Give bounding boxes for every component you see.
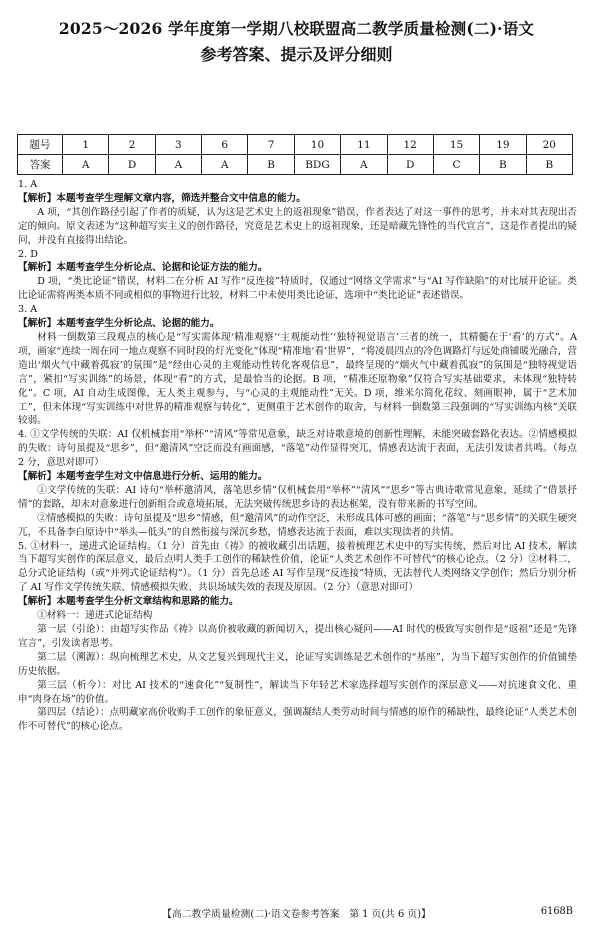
answer-cell: D <box>387 155 433 175</box>
explanation-paragraph: D 项，“类比论证”错误，材料二在分析 AI 写作“反连接”特质时，仅通过“网络文学需求”与“AI 写作缺陷”的对比展开论证。类比论证需将两类本质不同或相似的事物进行比较，材料二中未使用类比论证，选项中“类比论证”表述错误。 <box>18 276 577 302</box>
analysis-heading: 【解析】本题考查学生对文中信息进行分析、运用的能力。 <box>18 471 268 483</box>
explanation-paragraph: A 项，“其创作路径引起了作者的质疑，认为这是艺术史上的返祖现象”错误，作者表达了对这一事件的思考，并未对其表现出否定的倾向。原文表述为“这种超写实主义的创作路径，究竟是艺术史上的返祖现象，还是暗藏先锋性的当代宣言”，这是作者提出的疑问，并没有直接得出结论。 <box>18 206 577 246</box>
question-number-cell: 15 <box>433 135 479 155</box>
question-number-cell: 11 <box>341 135 387 155</box>
answer-cell: D <box>109 155 155 175</box>
answer-cell: BDG <box>294 155 340 175</box>
question-number-cell: 2 <box>109 135 155 155</box>
answer-paragraph: 1. A <box>18 179 38 190</box>
answer-cell: B <box>480 155 526 175</box>
answer-cell: A <box>202 155 248 175</box>
footer-page-info: 【高二教学质量检测(二)·语文卷参考答案 第 1 页(共 6 页)】 <box>162 909 431 920</box>
explanation-paragraph: 第二层（溯源）：纵向梳理艺术史，从文艺复兴到现代主义，论证写实训练是艺术创作的“基座”，为当下超写实创作的价值铺垫历史依据。 <box>18 651 577 677</box>
explanation-paragraph: 第一层（引论）：由超写实作品《祷》以高价被收藏的新闻切入，提出核心疑问——AI 时代的极致写实创作是“返祖”还是“先锋宣言”，引发读者思考。 <box>18 624 577 649</box>
question-number-cell: 12 <box>387 135 433 155</box>
question-number-cell: 10 <box>294 135 340 155</box>
answer-paragraph: 3. A <box>18 304 38 316</box>
analysis-heading: 【解析】本题考查学生分析论点、论据和论证方法的能力。 <box>18 262 268 274</box>
explanation-paragraph: 材料一倒数第三段观点的核心是“写实需体现‘精准观察’‘主观能动性’‘独特视觉语言’三者的统一，其精髓在于‘看’的方式”。A 项，画家“连续一周在同一地点观察不同时段的灯光变化”体现“精准地‘看’世界”，“将凌晨四点的冷色调路灯与远处商铺暖光融合，营造出‘烟火气中藏着孤寂’的氛围”是“经由心灵的主观能动性转化客观信息”，最终呈现的“烟火气中藏着孤寂”的氛围是“独特视觉语言”，紧扣“写实训练”的场景，体现“看”的方式，是最恰当的论据。B 项，“精准还原物象”仅符合写实基础要求，未体现“独特转化”。C 项，AI 自动生成图像，无人类主观参与，与“心灵的主观能动性”无关。D 项，维米尔简化花纹、刻画眼神，属于“艺术加工”，但未体现“写实训练中对世界的精准观察与转化”，更侧重于艺术创作的取舍，与材料一倒数第三段强调的“写实训练内核”关联较弱。 <box>18 331 577 427</box>
question-number-cell: 1 <box>63 135 109 155</box>
question-number-row <box>18 135 573 155</box>
explanation-paragraph: 第三层（析今）：对比 AI 技术的“速食化”“复制性”，解读当下年轻艺术家选择超写实创作的深层意义——对抗速食文化、重申“肉身在场”的价值。 <box>18 679 577 705</box>
question-number-cell: 19 <box>480 135 526 155</box>
answer-cell: A <box>63 155 109 175</box>
explanation-paragraph: ②情感模拟的失败：诗句虽提及“思乡”情感，但“邀清风”的动作空泛，未形成具体可感的画面；“落笔”与“思乡情”的关联生硬突兀，不具备李白原诗中“举头—低头”的自然衔接与深沉乡愁，情感表达流于表面，难以实现读者的共情。 <box>18 512 577 538</box>
explanation-paragraph: ①文学传统的失联：AI 诗句“举杯邀清风，落笔思乡情”仅机械套用“举杯”“清风”“思乡”等古典诗歌常见意象，延续了“借景抒情”的套路，却未对意象进行创新组合或意境拓展，无法突破传统思乡诗的表达框架，没有带来新的书写空间。 <box>18 484 577 510</box>
answer-row <box>18 155 573 175</box>
answer-paragraph: 4. ①文学传统的失联：AI 仅机械套用“举杯”“清风”等常见意象，缺乏对诗歌意境的创新性理解，未能突破套路化表达。②情感模拟的失败：诗句虽提及“思乡”，但“邀清风”空泛而没有画面感，“落笔”动作显得突兀，情感表达流于表面，无法引发读者共鸣。（每点 2 分，意思对即可） <box>18 429 577 469</box>
analysis-heading: 【解析】本题考查学生分析文章结构和思路的能力。 <box>18 596 239 608</box>
document-subtitle: 参考答案、提示及评分细则 <box>200 45 393 64</box>
row-label-answer: 答案 <box>18 155 63 175</box>
answer-cell: B <box>248 155 294 175</box>
footer-paper-code: 6168B <box>540 906 573 917</box>
analysis-heading: 【解析】本题考查学生理解文章内容，筛选并整合文中信息的能力。 <box>18 192 306 204</box>
question-number-cell: 6 <box>202 135 248 155</box>
answer-paragraph: 2. D <box>18 248 38 260</box>
explanation-paragraph: ①材料一：递进式论证结构 <box>37 610 153 622</box>
answer-cell: B <box>526 155 572 175</box>
answer-cell: C <box>433 155 479 175</box>
answer-paragraph: 5. ①材料一，递进式论证结构。（1 分）首先由《祷》的被收藏引出话题，接着梳理艺术史中的写实传统，然后对比 AI 技术，解读当下超写实创作的深层意义，最后点明人类手工创作的稀缺性价值，论证“人类艺术创作不可替代”的核心论点。（2 分）②材料二，总分式论证结构（或“并列式论证结构”）。（1 分）首先总述 AI 写作呈现“反连接”特质，无法替代人类网络文学创作；然后分别分析了 AI 写作文学传统失联、情感模拟失败、共识场域失效的表现及原因。（2 分）（意思对即可） <box>18 540 577 594</box>
answer-cell: A <box>341 155 387 175</box>
question-number-cell: 7 <box>248 135 294 155</box>
explanations-body <box>18 178 577 734</box>
answer-cell: A <box>155 155 201 175</box>
question-number-cell: 20 <box>526 135 572 155</box>
explanation-paragraph: 第四层（结论）：点明藏家高价收购手工创作的象征意义，强调凝结人类劳动时间与情感的原作的稀缺性，最终论证“人类艺术创作不可替代”的核心论点。 <box>18 707 577 733</box>
row-label-question: 题号 <box>18 135 63 155</box>
question-number-cell: 3 <box>155 135 201 155</box>
analysis-heading: 【解析】本题考查学生分析论点、论据的能力。 <box>18 318 220 330</box>
answer-table <box>17 134 573 175</box>
document-title: 2025～2026 学年度第一学期八校联盟高二教学质量检测(二)·语文 <box>58 19 535 38</box>
